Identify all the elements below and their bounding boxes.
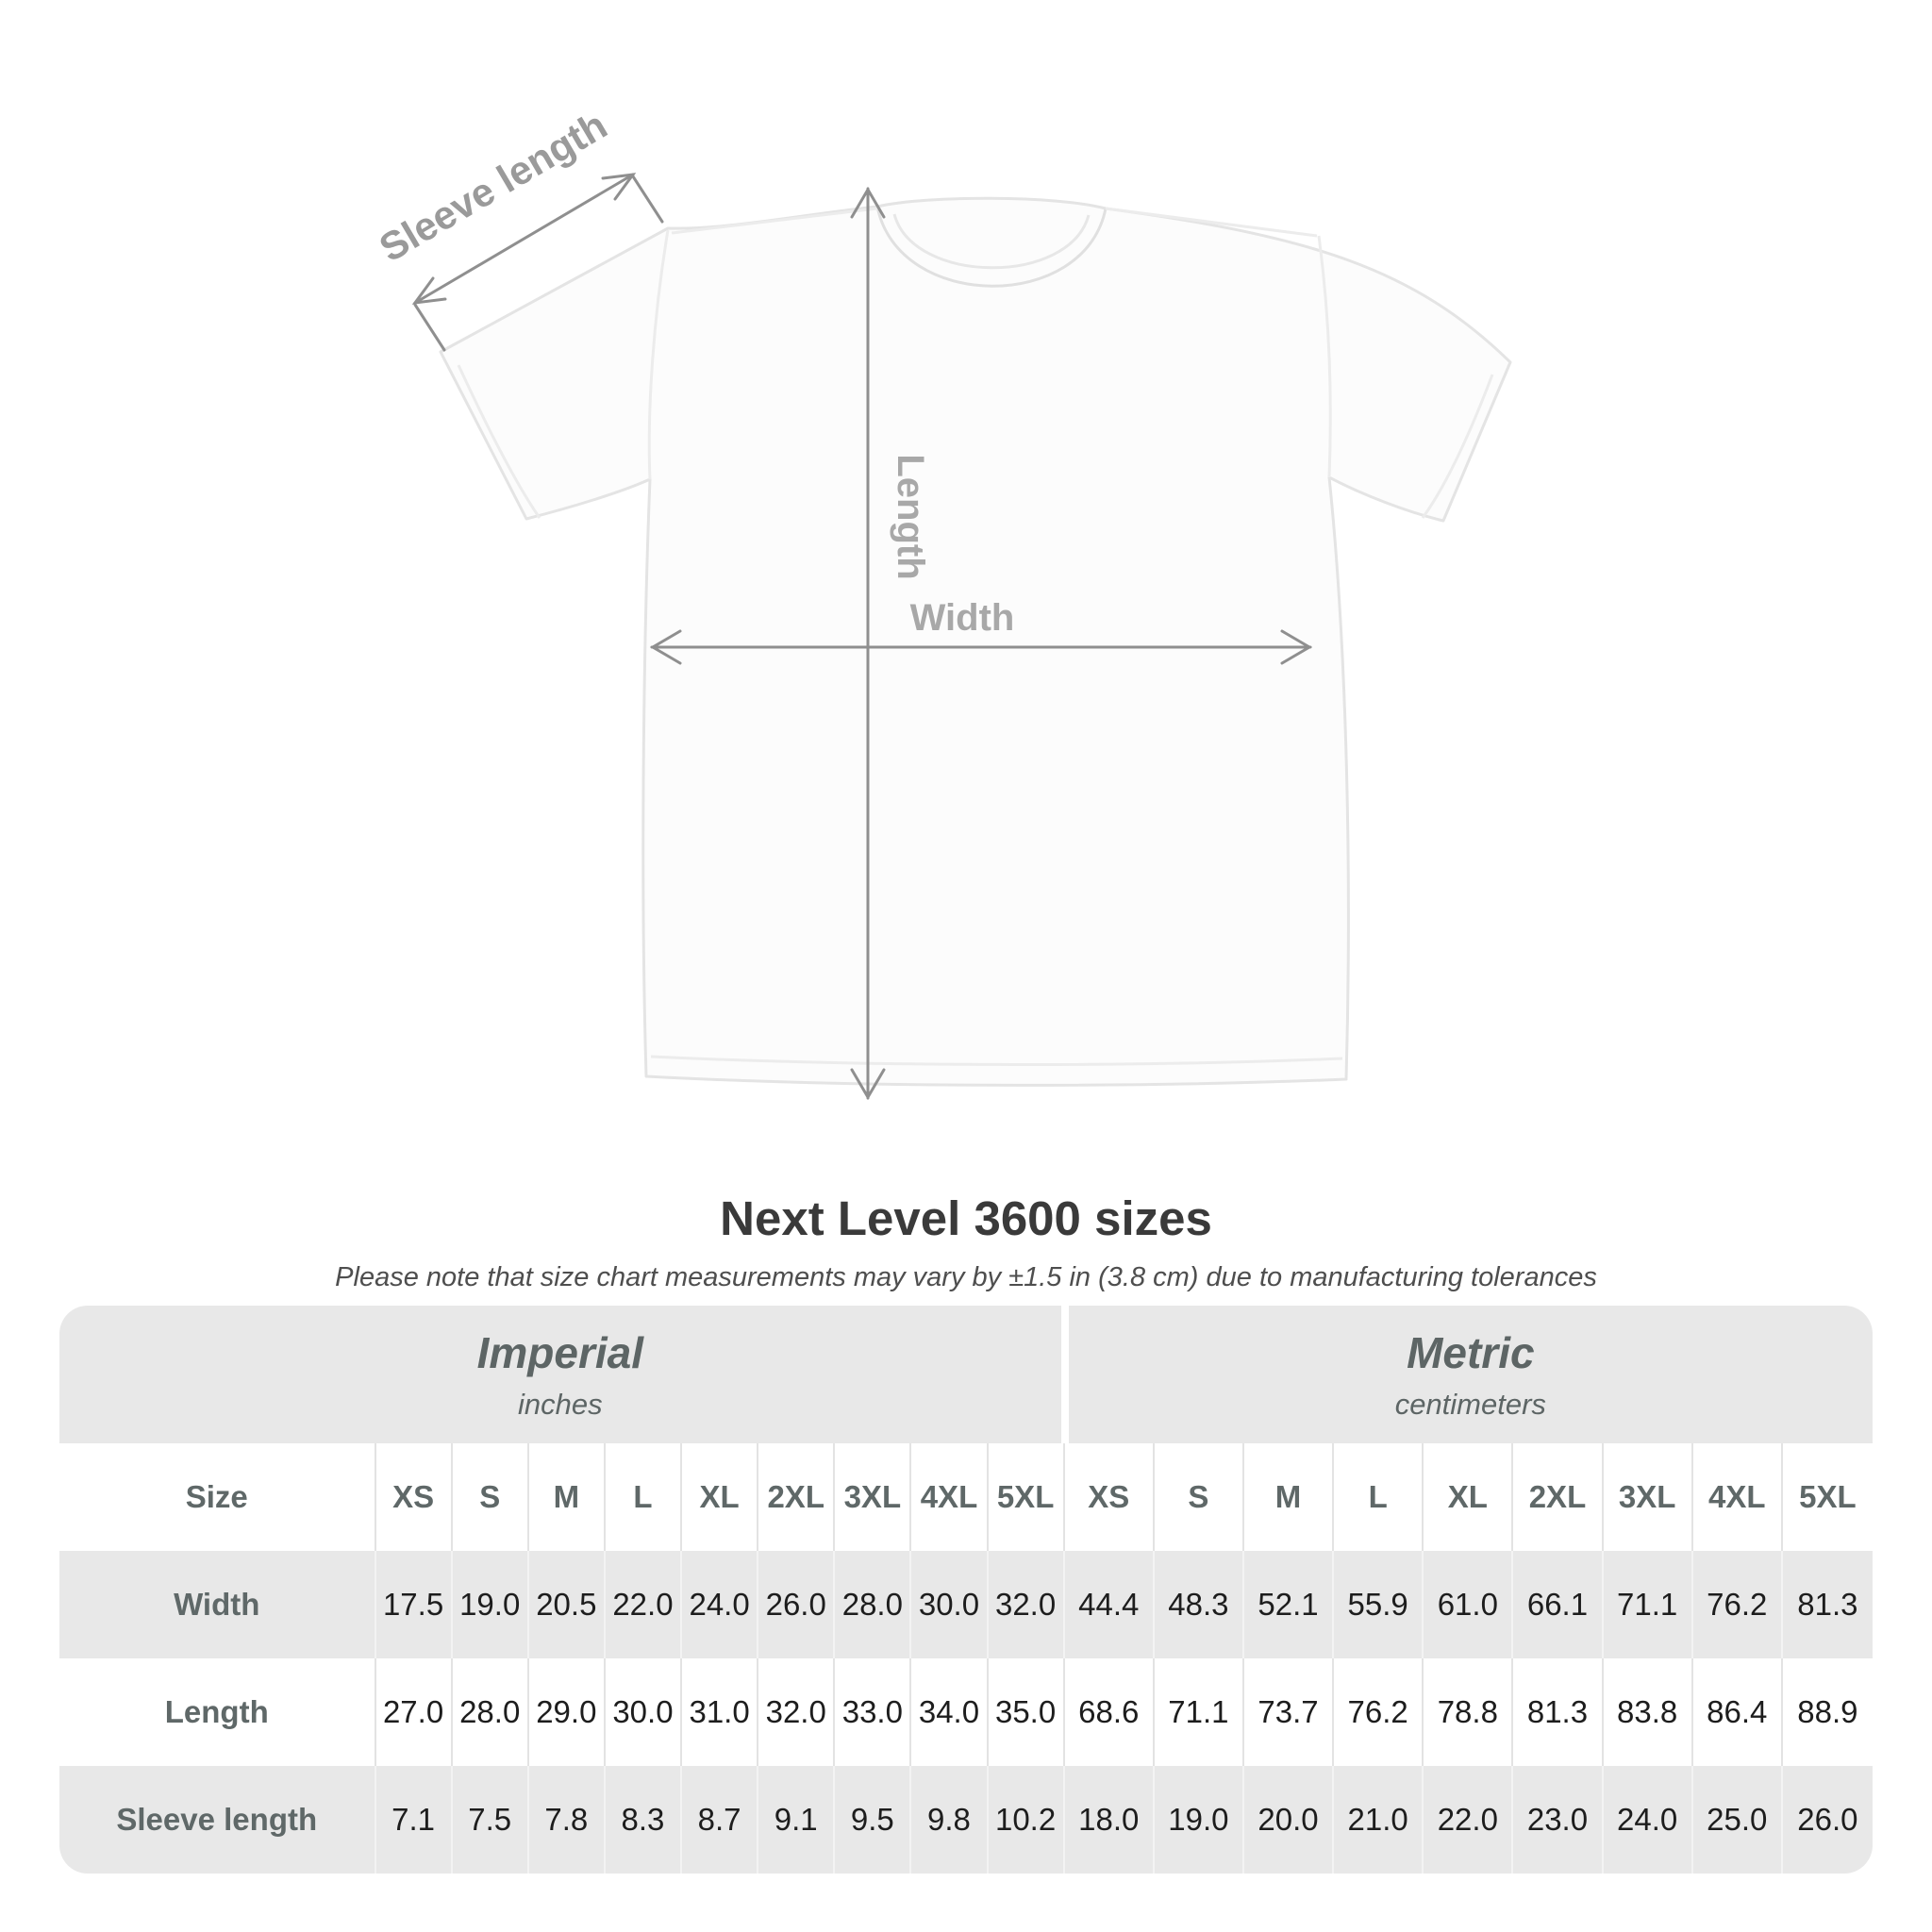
- measurement-value: 26.0: [758, 1551, 835, 1658]
- measurement-value: 9.5: [835, 1766, 911, 1874]
- measurement-value: 32.0: [989, 1551, 1065, 1658]
- measurement-value: 7.8: [529, 1766, 606, 1874]
- size-col-header-metric: 3XL: [1604, 1443, 1693, 1551]
- metric-unit: centimeters: [1394, 1388, 1546, 1421]
- measurement-value: 8.3: [606, 1766, 682, 1874]
- measurement-value: 35.0: [989, 1658, 1065, 1766]
- measurement-value: 24.0: [682, 1551, 758, 1658]
- imperial-unit: inches: [518, 1388, 603, 1421]
- size-col-header-imperial: 3XL: [835, 1443, 911, 1551]
- measurement-value: 19.0: [453, 1551, 529, 1658]
- measurement-value: 25.0: [1693, 1766, 1783, 1874]
- measurement-value: 78.8: [1424, 1658, 1513, 1766]
- measurement-value: 73.7: [1244, 1658, 1334, 1766]
- row-label-width: Width: [59, 1551, 376, 1658]
- measurement-value: 19.0: [1155, 1766, 1244, 1874]
- measurement-value: 27.0: [376, 1658, 453, 1766]
- tolerance-note: Please note that size chart measurements may vary by ±1.5 in (3.8 cm) due to manufacturing tolerances: [335, 1262, 1597, 1292]
- measurement-value: 52.1: [1244, 1551, 1334, 1658]
- size-col-header-metric: 2XL: [1513, 1443, 1603, 1551]
- size-col-header-metric: S: [1155, 1443, 1244, 1551]
- measurement-value: 20.0: [1244, 1766, 1334, 1874]
- measurement-value: 10.2: [989, 1766, 1065, 1874]
- measurement-value: 23.0: [1513, 1766, 1603, 1874]
- measurement-value: 86.4: [1693, 1658, 1783, 1766]
- measurement-value: 32.0: [758, 1658, 835, 1766]
- size-table: [59, 1306, 1873, 1874]
- measurement-value: 17.5: [376, 1551, 453, 1658]
- size-col-header-imperial: XL: [682, 1443, 758, 1551]
- measurement-value: 76.2: [1693, 1551, 1783, 1658]
- page-title: Next Level 3600 sizes: [720, 1191, 1212, 1245]
- measurement-value: 22.0: [1424, 1766, 1513, 1874]
- measurement-value: 29.0: [529, 1658, 606, 1766]
- measurement-value: 33.0: [835, 1658, 911, 1766]
- measurement-value: 7.5: [453, 1766, 529, 1874]
- measurement-value: 30.0: [606, 1658, 682, 1766]
- measurement-value: 21.0: [1334, 1766, 1424, 1874]
- measurement-value: 20.5: [529, 1551, 606, 1658]
- measurement-value: 55.9: [1334, 1551, 1424, 1658]
- size-col-header-metric: XL: [1424, 1443, 1513, 1551]
- measurement-value: 81.3: [1513, 1658, 1603, 1766]
- size-col-header-metric: L: [1334, 1443, 1424, 1551]
- size-col-header-metric: M: [1244, 1443, 1334, 1551]
- size-col-header-imperial: M: [529, 1443, 606, 1551]
- measurement-value: 9.8: [911, 1766, 988, 1874]
- size-col-header-metric: XS: [1065, 1443, 1155, 1551]
- sleeve-length-label: Sleeve length: [372, 102, 615, 271]
- measurement-value: 68.6: [1065, 1658, 1155, 1766]
- measurement-value: 34.0: [911, 1658, 988, 1766]
- measurement-value: 71.1: [1604, 1551, 1693, 1658]
- size-col-header-metric: 5XL: [1799, 1479, 1857, 1514]
- unit-header-row: [59, 1306, 1873, 1443]
- measurement-value: 48.3: [1155, 1551, 1244, 1658]
- measurement-value: 44.4: [1065, 1551, 1155, 1658]
- measurement-value: 88.9: [1797, 1694, 1858, 1729]
- measurement-value: 18.0: [1065, 1766, 1155, 1874]
- measurement-value: 28.0: [835, 1551, 911, 1658]
- length-label: Length: [890, 454, 931, 580]
- size-column-header: Size: [59, 1443, 376, 1551]
- tshirt-outline: [441, 198, 1510, 1085]
- metric-header-panel: [1069, 1306, 1873, 1443]
- size-col-header-imperial: XS: [376, 1443, 453, 1551]
- measurement-value: 66.1: [1513, 1551, 1603, 1658]
- imperial-header-panel: [59, 1306, 1061, 1443]
- measurement-value: 24.0: [1604, 1766, 1693, 1874]
- measurement-value: 31.0: [682, 1658, 758, 1766]
- width-label: Width: [909, 597, 1015, 639]
- data-row-0: [59, 1551, 1873, 1658]
- size-col-header-imperial: 4XL: [911, 1443, 988, 1551]
- size-col-header-imperial: 2XL: [758, 1443, 835, 1551]
- size-col-header-imperial: L: [606, 1443, 682, 1551]
- measurement-value: 61.0: [1424, 1551, 1513, 1658]
- size-col-header-imperial: S: [453, 1443, 529, 1551]
- metric-title: Metric: [1407, 1328, 1535, 1377]
- data-row-1: [59, 1658, 1873, 1766]
- measurement-value: 8.7: [682, 1766, 758, 1874]
- measurement-value: 7.1: [376, 1766, 453, 1874]
- measurement-value: 30.0: [911, 1551, 988, 1658]
- size-header-row: [59, 1443, 1873, 1551]
- size-col-header-imperial: 5XL: [989, 1443, 1065, 1551]
- row-label-length: Length: [59, 1658, 376, 1766]
- measurement-value: 81.3: [1797, 1587, 1858, 1622]
- measurement-value: 26.0: [1797, 1802, 1858, 1837]
- size-col-header-metric: 4XL: [1693, 1443, 1783, 1551]
- measurement-value: 22.0: [606, 1551, 682, 1658]
- measurement-value: 71.1: [1155, 1658, 1244, 1766]
- row-label-sleeve-length: Sleeve length: [59, 1766, 376, 1874]
- measurement-value: 28.0: [453, 1658, 529, 1766]
- data-row-2: [59, 1766, 1873, 1874]
- measurement-value: 9.1: [758, 1766, 835, 1874]
- imperial-title: Imperial: [476, 1328, 644, 1377]
- measurement-value: 76.2: [1334, 1658, 1424, 1766]
- measurement-value: 83.8: [1604, 1658, 1693, 1766]
